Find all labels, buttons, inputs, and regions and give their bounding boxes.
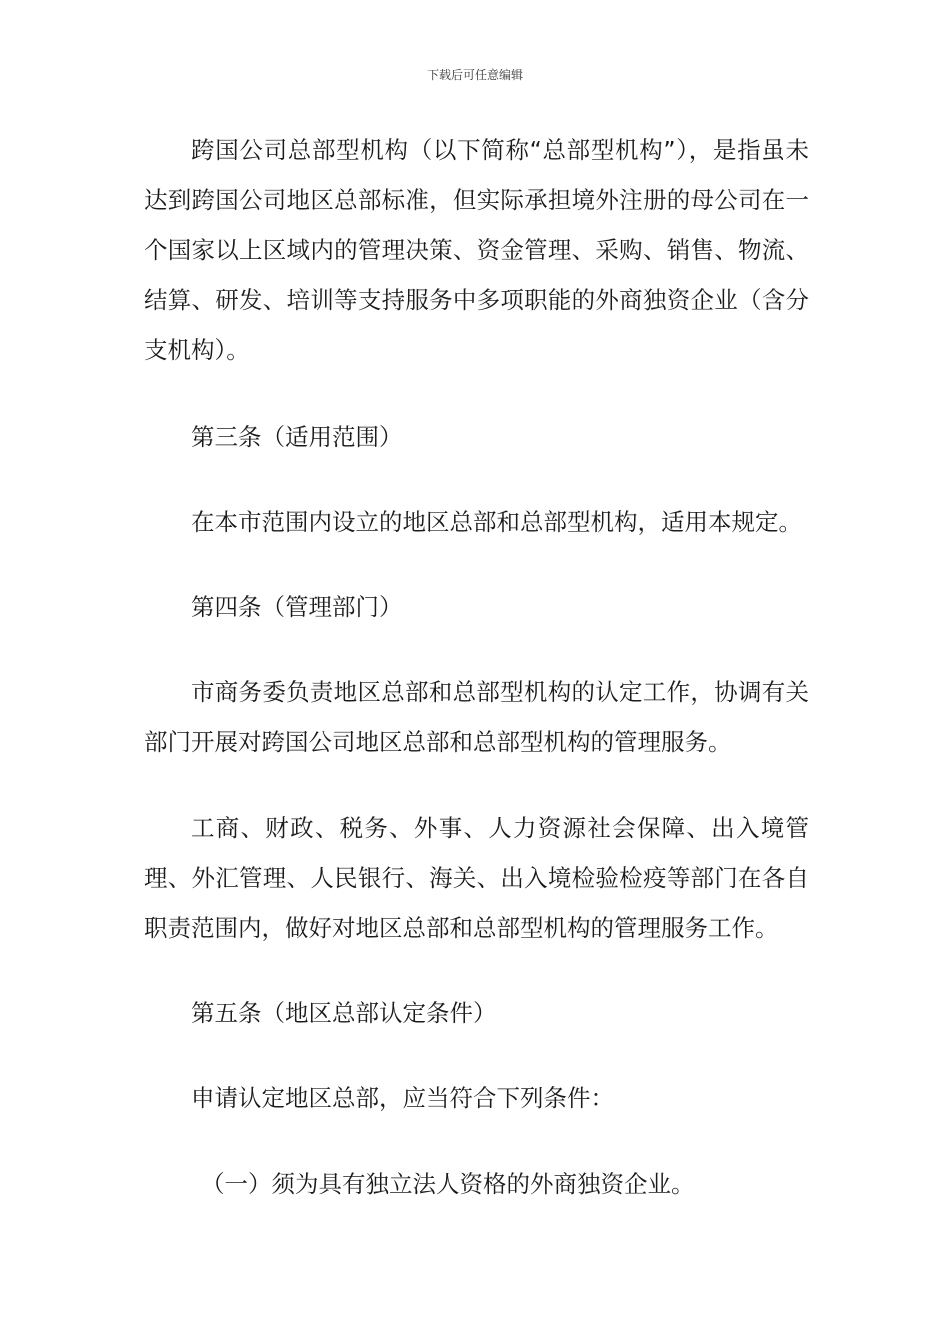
condition-item-1: （一）须为具有独立法人资格的外商独资企业。 bbox=[201, 1170, 695, 1198]
document-body bbox=[144, 125, 809, 375]
paragraph-conditions-intro: 申请认定地区总部，应当符合下列条件： bbox=[191, 1084, 614, 1112]
paragraph-departments: 工商、财政、税务、外事、人力资源社会保障、出入境管理、外汇管理、人民银行、海关、出入境检验检疫等部门在各自职责范围内，做好对地区总部和总部型机构的管理服务工作。 bbox=[144, 814, 809, 942]
article-4-heading: 第四条（管理部门） bbox=[191, 593, 403, 621]
document-body-conditions bbox=[144, 1073, 809, 1123]
paragraph-scope: 在本市范围内设立的地区总部和总部型机构，适用本规定。 bbox=[191, 508, 802, 536]
article-5-heading: 第五条（地区总部认定条件） bbox=[191, 999, 497, 1027]
document-body-departments bbox=[144, 803, 809, 953]
paragraph-commerce-commission: 市商务委负责地区总部和总部型机构的认定工作，协调有关部门开展对跨国公司地区总部和总部型机构的管理服务。 bbox=[144, 678, 809, 756]
document-body-scope bbox=[144, 497, 809, 547]
page-header-note: 下载后可任意编辑 bbox=[426, 68, 523, 82]
document-body-section-4 bbox=[144, 582, 809, 632]
document-body-section-5 bbox=[144, 988, 809, 1038]
article-3-heading: 第三条（适用范围） bbox=[191, 423, 403, 451]
document-body-commerce bbox=[144, 667, 809, 767]
document-body-item-1 bbox=[144, 1159, 809, 1209]
paragraph-definition: 跨国公司总部型机构（以下简称“总部型机构”），是指虽未达到跨国公司地区总部标准，但实际承担境外注册的母公司在一个国家以上区域内的管理决策、资金管理、采购、销售、物流、结算、研发、培训等支持服务中多项职能的外商独资企业（含分支机构）。 bbox=[144, 136, 809, 364]
document-body-section-3 bbox=[144, 412, 809, 462]
